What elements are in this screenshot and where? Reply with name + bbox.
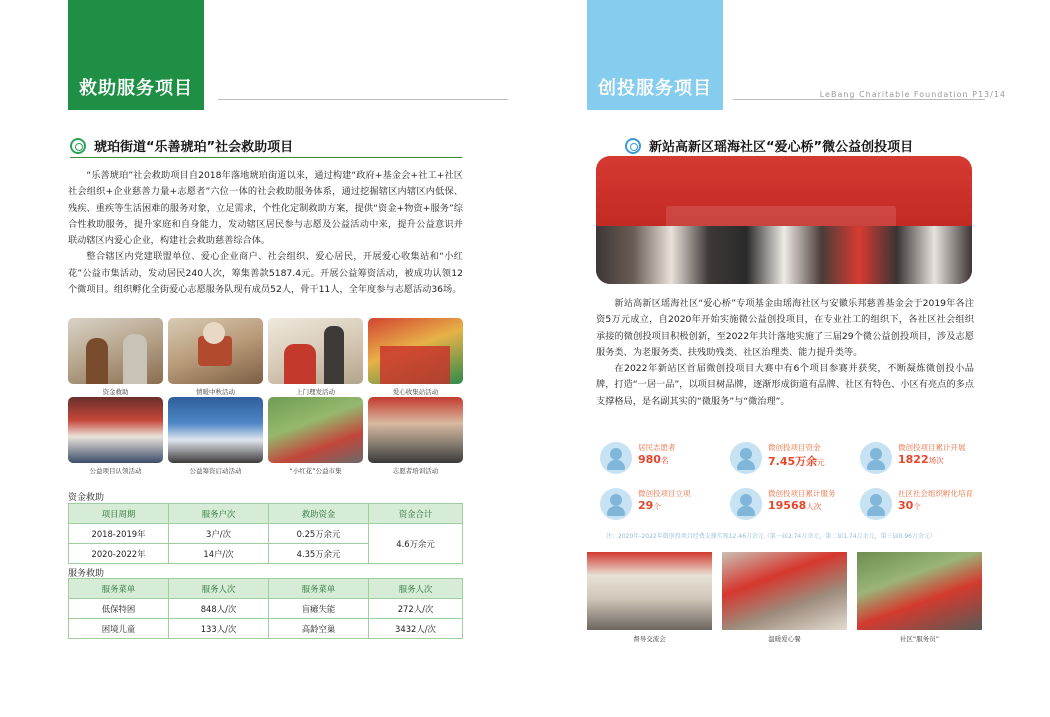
stat-label: 微创投项目资金	[768, 443, 821, 452]
table-row	[69, 524, 463, 544]
photo-grid	[68, 318, 463, 476]
paragraph: 在2022年新站区首届微创投项目大赛中有6个项目参赛并获奖，不断凝炼微创投小品牌，打造“一居一品”，以项目树品牌，逐渐形成街道有品牌、社区有特色、小区有亮点的多点支撑格局，是名副其实的“微服务”与“微治理”。	[596, 363, 974, 407]
table-cell: 高龄空巢	[269, 619, 369, 639]
service-table-label: 服务救助	[68, 569, 105, 579]
stat-label: 微创投项目累计开展	[898, 443, 966, 452]
photo-fundraising-launch	[168, 397, 263, 463]
photo-home-haircut	[268, 318, 363, 384]
table-cell: 0.25万余元	[269, 524, 369, 544]
table-header-row	[69, 579, 463, 599]
stat-unit: 元	[817, 458, 825, 467]
stat-unit: 个	[653, 502, 661, 511]
header-divider	[218, 99, 508, 100]
table-header-cell: 服务户次	[169, 504, 269, 524]
photo-card	[268, 318, 363, 397]
table-row	[69, 599, 463, 619]
photo-caption: “小红花”公益市集	[289, 467, 342, 475]
section-tab-venture: 创投服务项目	[587, 0, 723, 110]
table-cell: 3432人/次	[369, 619, 463, 639]
fund-table-label: 资金救助	[68, 493, 105, 503]
photo-mid-autumn	[168, 318, 263, 384]
table-header-cell: 服务菜单	[269, 579, 369, 599]
paragraph: “乐善琥珀”社会救助项目自2018年落地琥珀街道以来，通过构建“政府+基金会+社工+社区社会组织+企业慈善力量+志愿者”六位一体的社会救助服务体系，通过挖掘辖区内辖区内低保、残疾、重疾等生活困难的服务对象，立足需求，个性化定制救助方案，提供“资金+物资+服务”综合性救助服务，提升家庭和自身能力，发动辖区居民参与志愿及公益活动中来，提升公益意识并联动辖区内爱心企业，构建社会救助慈善综合体。	[68, 170, 463, 247]
stat-label: 微创投项目累计服务	[768, 489, 836, 498]
photo-card	[368, 318, 463, 397]
section-tab-rescue: 救助服务项目	[68, 0, 204, 110]
table-header-cell: 服务人次	[369, 579, 463, 599]
foundation-page-label: LeBang Charitable Foundation P13/14	[819, 90, 1006, 99]
stat-item	[600, 442, 676, 474]
stat-value: 7.45万余元	[768, 455, 825, 468]
paragraph: 整合辖区内党建联盟单位、爱心企业商户、社会组织、爱心居民，开展爱心收集站和“小红花”公益市集活动，发动居民240人次，筹集善款5187.4元。开展公益筹资活动，被成功认领12个微项目。组织孵化全街爱心志愿服务队现有成员52人，骨干11人，全年度参与志愿活动36场。	[68, 251, 463, 296]
body-text	[68, 168, 463, 298]
photo-card	[168, 318, 263, 397]
photo-card	[268, 397, 363, 476]
target-circle-icon	[70, 138, 86, 154]
photo-caption: 温暖爱心餐	[768, 635, 801, 643]
target-circle-icon	[625, 138, 641, 154]
organization-icon	[860, 488, 892, 520]
stat-label: 微创投项目立项	[638, 489, 691, 498]
person-icon	[600, 442, 632, 474]
photo-caption: 资金救助	[102, 388, 129, 396]
stat-value: 19568人次	[768, 499, 822, 512]
photo-caption: 志愿者培训活动	[392, 467, 439, 475]
service-icon	[730, 488, 762, 520]
header-divider	[733, 99, 985, 100]
table-cell: 3户/次	[169, 524, 269, 544]
table-cell: 4.35万余元	[269, 544, 369, 564]
stat-item	[730, 488, 836, 520]
fund-aid-table	[68, 503, 463, 564]
photo-card	[368, 397, 463, 476]
stat-value: 1822场次	[898, 453, 944, 466]
photo-card	[68, 318, 163, 397]
photo-supervision-meeting	[587, 552, 712, 630]
table-header-cell: 服务菜单	[69, 579, 169, 599]
table-header-row	[69, 504, 463, 524]
table-header-cell: 资金合计	[369, 504, 463, 524]
section-heading	[625, 136, 913, 155]
section-title: 琥珀街道“乐善琥珀”社会救助项目	[94, 140, 294, 155]
people-group-icon	[860, 442, 892, 474]
table-cell: 848人/次	[169, 599, 269, 619]
table-cell: 盲瘫失能	[269, 599, 369, 619]
stat-label: 居民志愿者	[638, 443, 676, 452]
table-header-cell: 项目周期	[69, 504, 169, 524]
handshake-icon	[600, 488, 632, 520]
photo-caption: 公益项目认领活动	[89, 467, 142, 475]
stat-item	[860, 488, 973, 520]
coin-person-icon	[730, 442, 762, 474]
photo-funding-aid	[68, 318, 163, 384]
table-cell: 272人/次	[369, 599, 463, 619]
stat-value: 980名	[638, 453, 669, 466]
stat-item	[860, 442, 966, 474]
stat-item	[600, 488, 691, 520]
photo-caption: 督导交流会	[633, 635, 666, 643]
photo-caption: 上门理发活动	[296, 388, 335, 396]
photo-volunteer-training	[368, 397, 463, 463]
section-title: 新站高新区瑶海社区“爱心桥”微公益创投项目	[649, 140, 914, 155]
stat-unit: 名	[660, 456, 669, 465]
photo-card	[168, 397, 263, 476]
photo-caption: 爱心收集站活动	[392, 388, 439, 396]
stat-unit: 人次	[806, 502, 822, 511]
table-cell: 133人/次	[169, 619, 269, 639]
stats-footnote: 注：2020年-2022年微创投项目经费支撑实现12.46万余元（第一届2.74万余元，第二届1.74万余元，第三届0.96万余元）	[606, 533, 936, 540]
photo-project-claim	[68, 397, 163, 463]
photo-community-servant	[857, 552, 982, 630]
table-cell: 14户/次	[169, 544, 269, 564]
table-header-cell: 救助资金	[269, 504, 369, 524]
photo-red-flower-market	[268, 397, 363, 463]
table-cell: 2018-2019年	[69, 524, 169, 544]
group-photo-banner	[596, 156, 972, 284]
photo-card	[68, 397, 163, 476]
photo-caption: 社区“服务员”	[899, 635, 940, 643]
section-heading	[70, 136, 293, 155]
photo-love-station	[368, 318, 463, 384]
photo-warm-meal	[722, 552, 847, 630]
photo-caption: 情暖中秋活动	[196, 388, 235, 396]
service-aid-table	[68, 578, 463, 639]
table-header-cell: 服务人次	[169, 579, 269, 599]
stat-item	[730, 442, 825, 474]
table-row	[69, 619, 463, 639]
stat-value: 30个	[898, 499, 921, 512]
table-cell: 困境儿童	[69, 619, 169, 639]
stat-unit: 场次	[928, 456, 944, 465]
body-text	[596, 296, 974, 410]
table-cell: 2020-2022年	[69, 544, 169, 564]
stat-label: 社区社会组织孵化培育	[898, 489, 973, 498]
title-underline	[70, 157, 462, 158]
paragraph: 新站高新区瑶海社区“爱心桥”专项基金由瑶海社区与安徽乐邦慈善基金会于2019年各注资5万元成立，自2020年开始实施微公益创投项目，在专业社工的组织下，各社区社会组织承接的微创投项目积极创新，至2022年共计落地实施了三届29个微公益创投项目，涉及志愿服务类、为老服务类、扶残助残类、社区治理类、能力提升类等。	[596, 298, 974, 358]
stat-unit: 个	[913, 502, 921, 511]
stat-value: 29个	[638, 499, 661, 512]
table-total-cell: 4.6万余元	[369, 524, 463, 564]
table-cell: 低保特困	[69, 599, 169, 619]
photo-caption: 公益筹资启动活动	[189, 467, 242, 475]
